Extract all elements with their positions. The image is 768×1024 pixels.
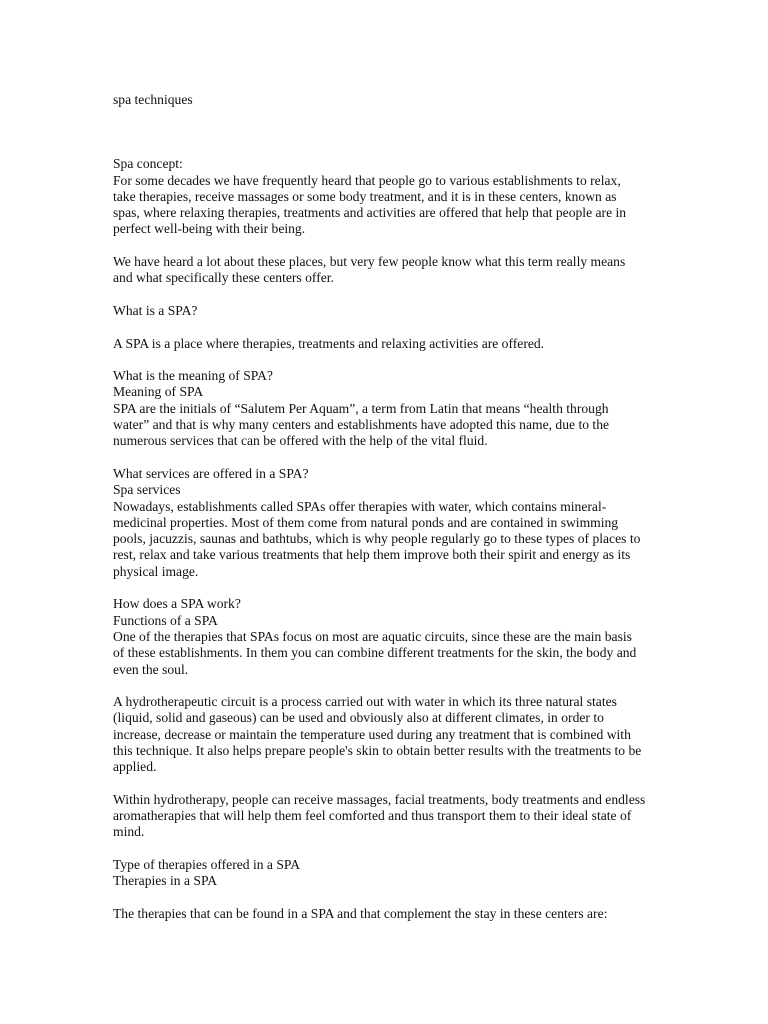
paragraph-gap — [113, 678, 648, 694]
text-line: water” and that is why many centers and establishments have adopted this name, due to the — [113, 417, 610, 433]
text-line: and what specifically these centers offer. — [113, 270, 334, 286]
text-line: A hydrotherapeutic circuit is a process carried out with water in which its three natural states — [113, 694, 617, 710]
text-line: even the soul. — [113, 661, 189, 677]
paragraph-gap — [113, 580, 648, 596]
text-line: What is the meaning of SPA? — [113, 368, 273, 384]
paragraph-gap — [113, 776, 648, 792]
text-line: applied. — [113, 759, 157, 775]
text-line: What is a SPA? — [113, 302, 198, 318]
text-line: rest, relax and take various treatments that help them improve both their spirit and energy as its — [113, 547, 631, 563]
text-line: Within hydrotherapy, people can receive massages, facial treatments, body treatments and endless — [113, 791, 646, 807]
text-line: take therapies, receive massages or some body treatment, and it is in these centers, known as — [113, 188, 617, 204]
text-line: For some decades we have frequently heard that people go to various establishments to relax, — [113, 172, 621, 188]
text-line: numerous services that can be offered with the help of the vital fluid. — [113, 433, 488, 449]
text-line: One of the therapies that SPAs focus on most are aquatic circuits, since these are the main basis — [113, 628, 632, 644]
text-line: medicinal properties. Most of them come from natural ponds and are contained in swimming — [113, 514, 619, 530]
paragraph-gap — [113, 319, 648, 335]
text-line: perfect well-being with their being. — [113, 221, 306, 237]
text-line: this technique. It also helps prepare people's skin to obtain better results with the treatments to be — [113, 742, 642, 758]
text-line: What services are offered in a SPA? — [113, 465, 309, 481]
document-text — [113, 156, 648, 922]
text-line: We have heard a lot about these places, but very few people know what this term really means — [113, 254, 626, 270]
text-line: Functions of a SPA — [113, 612, 218, 628]
text-line: How does a SPA work? — [113, 596, 241, 612]
text-line: Spa concept: — [113, 156, 183, 172]
title-spacer — [113, 108, 648, 156]
text-line: Spa services — [113, 482, 181, 498]
text-line: SPA are the initials of “Salutem Per Aquam”, a term from Latin that means “health through — [113, 400, 609, 416]
text-line: mind. — [113, 824, 145, 840]
text-line: spas, where relaxing therapies, treatments and activities are offered that help that people are in — [113, 205, 627, 221]
text-line: Nowadays, establishments called SPAs offer therapies with water, which contains mineral- — [113, 498, 607, 514]
text-line: Meaning of SPA — [113, 384, 204, 400]
text-line: increase, decrease or maintain the temperature used during any treatment that is combined with — [113, 726, 631, 742]
text-line: of these establishments. In them you can combine different treatments for the skin, the body and — [113, 645, 637, 661]
paragraph-gap — [113, 352, 648, 368]
text-line: aromatherapies that will help them feel comforted and thus transport them to their ideal state of — [113, 808, 632, 824]
paragraph-gap — [113, 287, 648, 303]
text-line: physical image. — [113, 563, 199, 579]
text-line: pools, jacuzzis, saunas and bathtubs, which is why people regularly go to these types of places to — [113, 531, 641, 547]
document-body — [113, 92, 648, 922]
paragraph-gap — [113, 841, 648, 857]
text-line: Type of therapies offered in a SPA — [113, 857, 301, 873]
paragraph-gap — [113, 238, 648, 254]
document-title: spa techniques — [113, 92, 193, 107]
paragraph-gap — [113, 890, 648, 906]
paragraph-gap — [113, 450, 648, 466]
text-line: A SPA is a place where therapies, treatments and relaxing activities are offered. — [113, 335, 545, 351]
text-line: The therapies that can be found in a SPA and that complement the stay in these centers are: — [113, 905, 608, 921]
text-line: Therapies in a SPA — [113, 873, 218, 889]
text-line: (liquid, solid and gaseous) can be used and obviously also at different climates, in order to — [113, 710, 604, 726]
